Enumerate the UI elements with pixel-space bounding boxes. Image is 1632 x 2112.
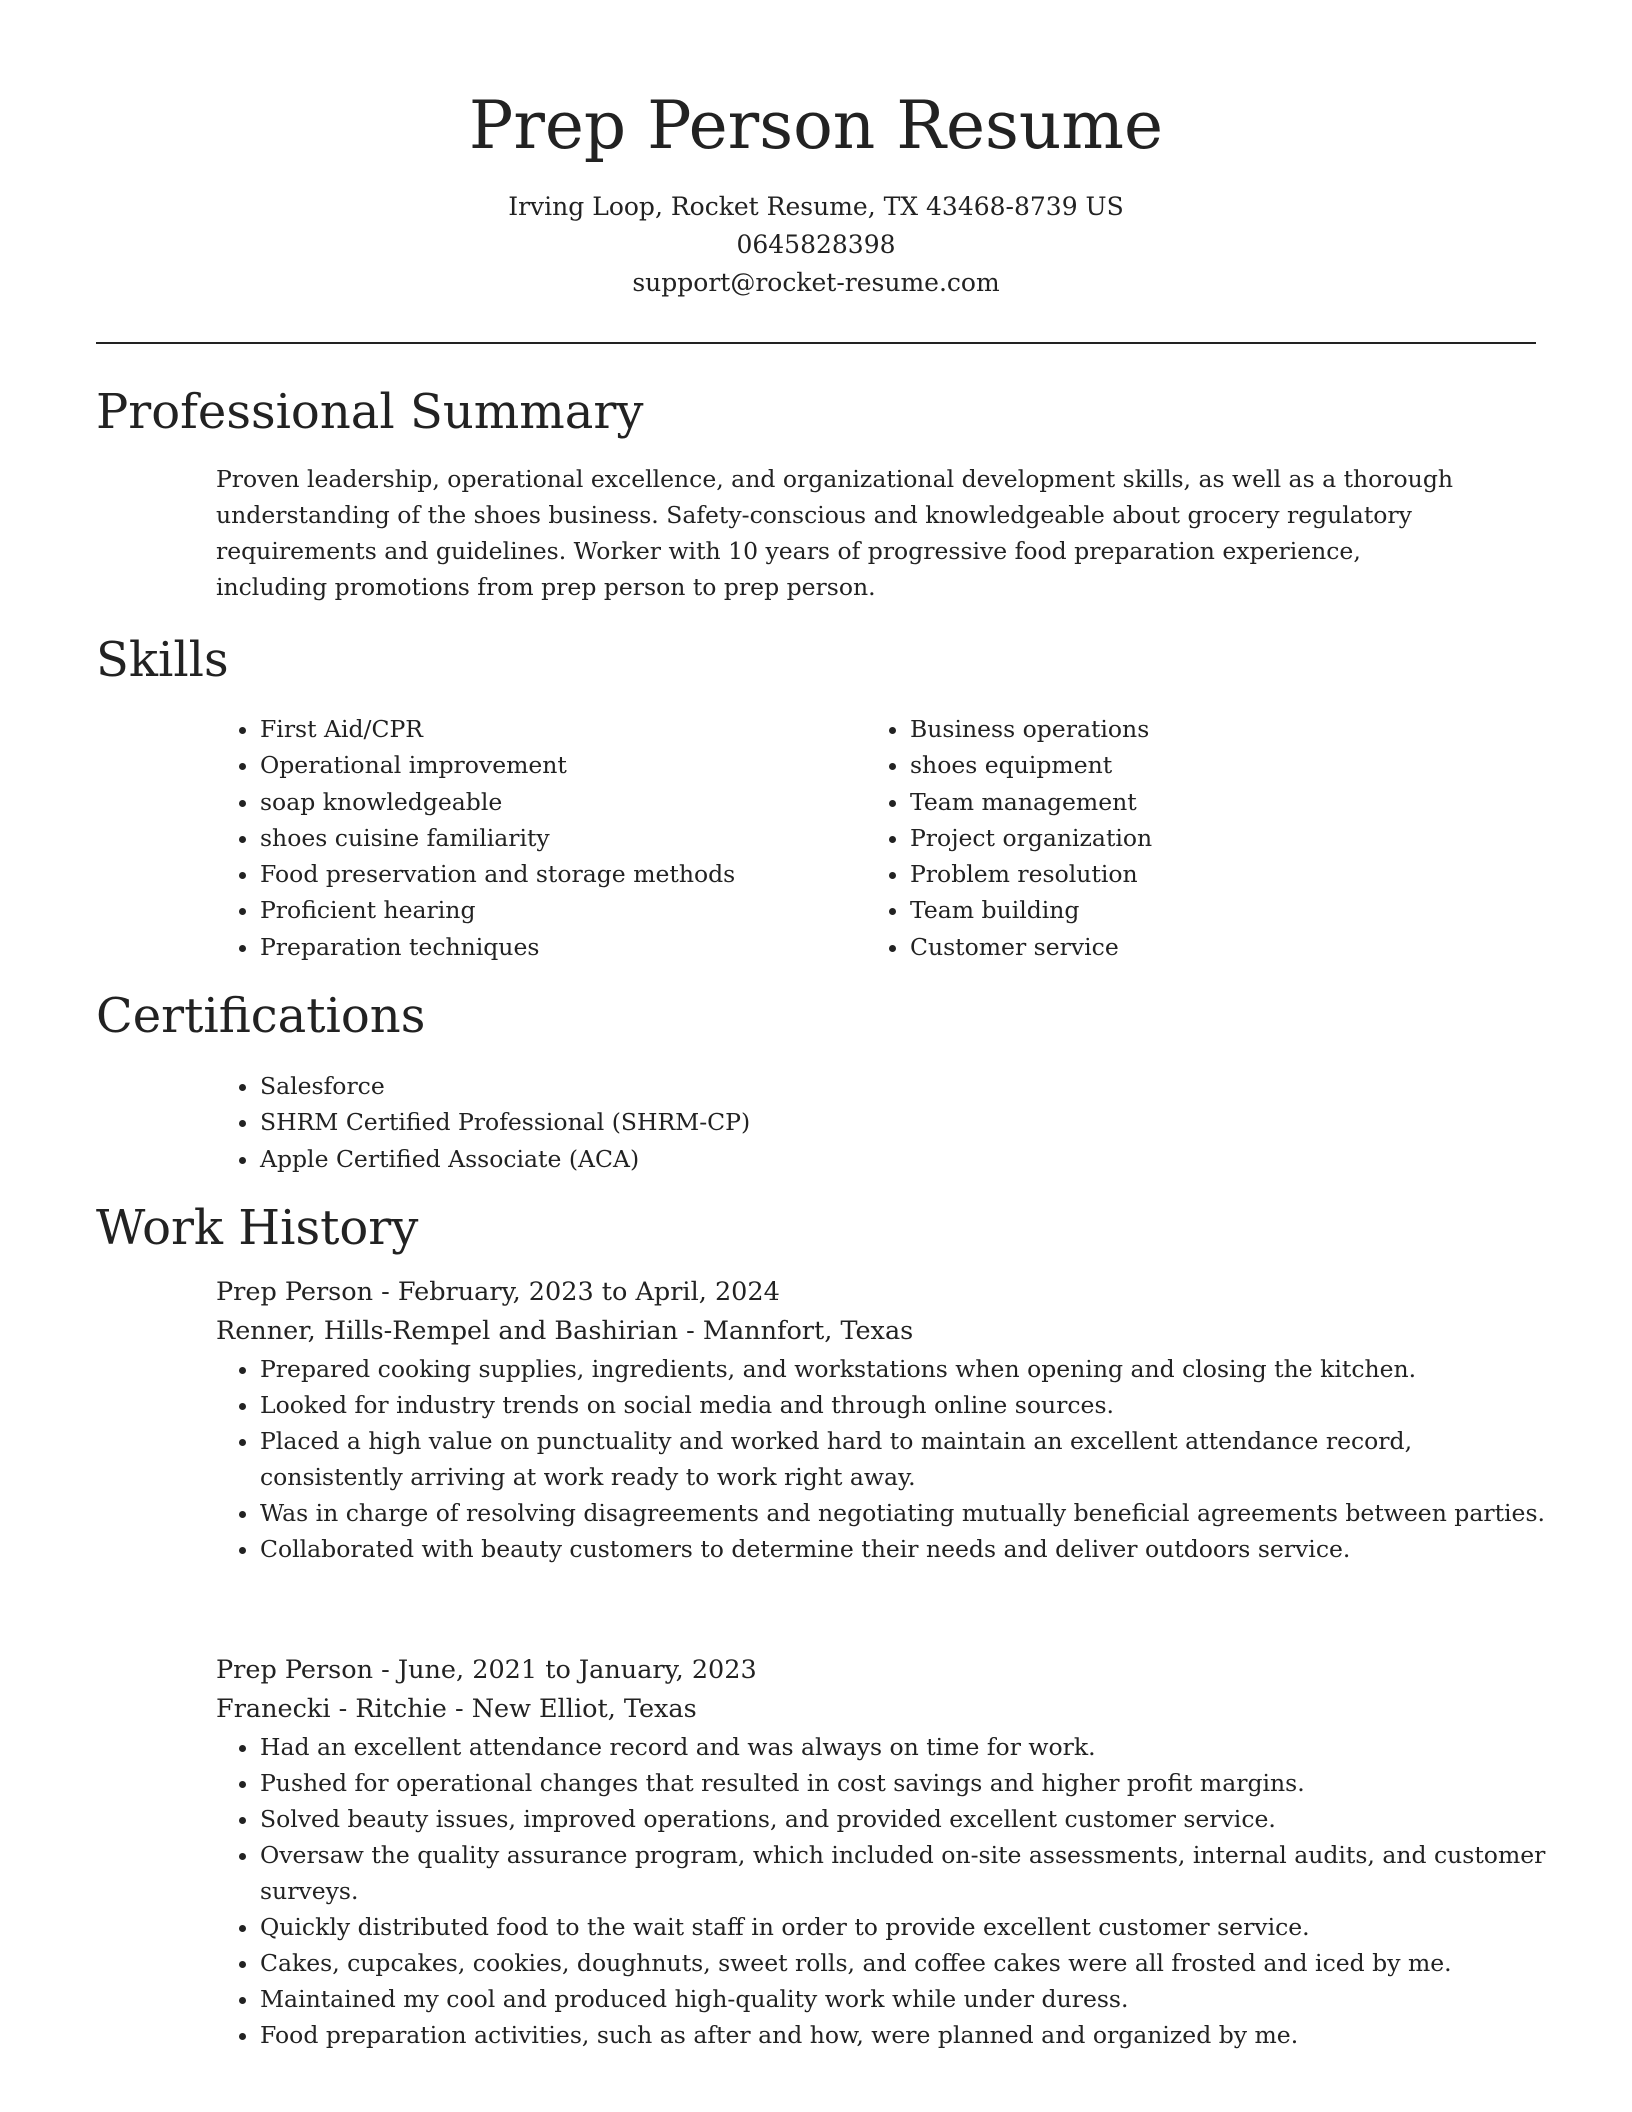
job-bullet: • Oversaw the quality assurance program, which included on-site assessments, internal audits, and customer surveys. <box>260 1837 1546 1909</box>
skill-item: • Business operations <box>910 711 1486 747</box>
skill-item: • Preparation techniques <box>260 929 836 965</box>
job-bullet: • Had an excellent attendance record and was always on time for work. <box>260 1729 1546 1765</box>
skill-item: • shoes equipment <box>910 747 1486 783</box>
job-company-line: Franecki - Ritchie - New Elliot, Texas <box>216 1694 697 1724</box>
job-bullet: • Collaborated with beauty customers to determine their needs and deliver outdoors service. <box>260 1531 1546 1567</box>
contact-email: support@rocket-resume.com <box>632 268 1000 297</box>
summary-text: Proven leadership, operational excellence, and organizational development skills, as well as a thorough understanding of the shoes business. Safety-conscious and knowledgeable about grocery regulatory requirements and guidelines. Worker with 10 years of progressive food preparation experience, including promotions from prep person to prep person. <box>216 465 1453 601</box>
job-entry-1 <box>216 1273 1546 1567</box>
job-bullet: • Looked for industry trends on social media and through online sources. <box>260 1387 1546 1423</box>
job-bullet: • Pushed for operational changes that resulted in cost savings and higher profit margins. <box>260 1765 1546 1801</box>
skill-item: • shoes cuisine familiarity <box>260 820 836 856</box>
job-bullets <box>216 1351 1546 1567</box>
skills-column-1 <box>216 711 836 965</box>
contact-address: Irving Loop, Rocket Resume, TX 43468-8739 US <box>508 192 1124 221</box>
certification-item: • Salesforce <box>260 1068 1476 1104</box>
job-entry-2 <box>216 1651 1546 2053</box>
job-bullet: • Food preparation activities, such as after and how, were planned and organized by me. <box>260 2017 1546 2053</box>
skill-item: • soap knowledgeable <box>260 784 836 820</box>
summary-heading: Professional Summary <box>96 384 644 440</box>
resume-header <box>0 0 1632 302</box>
job-bullet: • Was in charge of resolving disagreements and negotiating mutually beneficial agreements between parties. <box>260 1495 1546 1531</box>
job-bullet: • Placed a high value on punctuality and worked hard to maintain an excellent attendance record, consistently arriving at work ready to work right away. <box>260 1423 1546 1495</box>
certification-item: • SHRM Certified Professional (SHRM-CP) <box>260 1104 1476 1140</box>
job-bullet: • Cakes, cupcakes, cookies, doughnuts, sweet rolls, and coffee cakes were all frosted and iced by me. <box>260 1945 1546 1981</box>
skill-item: • Food preservation and storage methods <box>260 856 836 892</box>
job-bullets <box>216 1729 1546 2053</box>
job-title-line: Prep Person - June, 2021 to January, 2023 <box>216 1655 757 1685</box>
skill-item: • Proficient hearing <box>260 892 836 928</box>
certifications-heading: Certifications <box>96 988 426 1044</box>
job-bullet: • Solved beauty issues, improved operations, and provided excellent customer service. <box>260 1801 1546 1837</box>
job-bullet: • Prepared cooking supplies, ingredients, and workstations when opening and closing the kitchen. <box>260 1351 1546 1387</box>
certification-item: • Apple Certified Associate (ACA) <box>260 1141 1476 1177</box>
skills-column-2 <box>866 711 1486 965</box>
resume-title: Prep Person Resume <box>468 87 1164 164</box>
job-bullet: • Quickly distributed food to the wait staff in order to provide excellent customer service. <box>260 1909 1546 1945</box>
job-title-line: Prep Person - February, 2023 to April, 2024 <box>216 1277 780 1307</box>
header-divider <box>96 342 1536 344</box>
skill-item: • Problem resolution <box>910 856 1486 892</box>
skill-item: • Team management <box>910 784 1486 820</box>
work-history-heading: Work History <box>96 1200 419 1256</box>
skill-item: • First Aid/CPR <box>260 711 836 747</box>
skills-heading: Skills <box>96 632 229 688</box>
contact-phone: 0645828398 <box>736 230 896 259</box>
skill-item: • Project organization <box>910 820 1486 856</box>
certifications-list <box>216 1068 1476 1177</box>
job-bullet: • Maintained my cool and produced high-quality work while under duress. <box>260 1981 1546 2017</box>
skill-item: • Customer service <box>910 929 1486 965</box>
skill-item: • Operational improvement <box>260 747 836 783</box>
skill-item: • Team building <box>910 892 1486 928</box>
contact-block <box>0 188 1632 302</box>
job-company-line: Renner, Hills-Rempel and Bashirian - Mannfort, Texas <box>216 1316 914 1346</box>
